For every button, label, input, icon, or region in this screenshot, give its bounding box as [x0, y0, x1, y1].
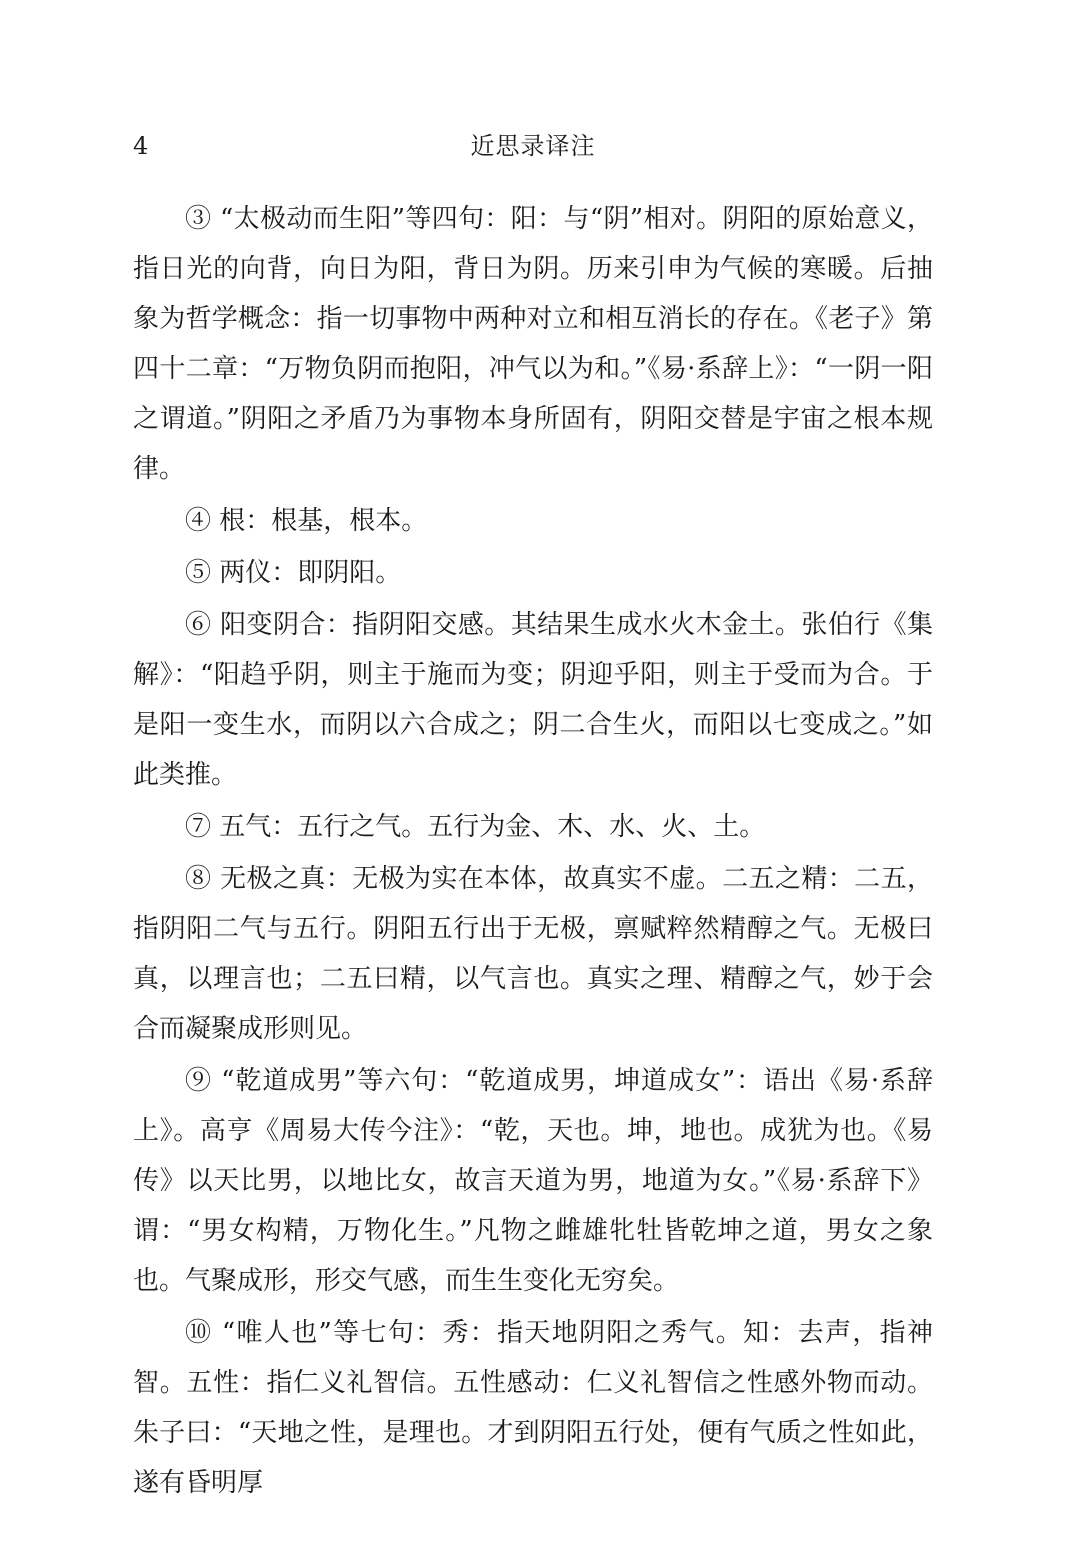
- page-number: 4: [133, 132, 149, 160]
- note-8: ⑧ 无极之真：无极为实在本体，故真实不虚。二五之精：二五，指阴阳二气与五行。阴阳五行出于无极，禀赋粹然精醇之气。无极曰真，以理言也；二五曰精，以气言也。真实之理、精醇之气，妙于会合而凝聚成形则见。: [133, 864, 933, 1044]
- note-6: ⑥ 阳变阴合：指阴阳交感。其结果生成水火木金土。张伯行《集解》：“阳趋乎阴，则主于施而为变；阴迎乎阳，则主于受而为合。于是阳一变生水，而阴以六合成之；阴二合生火，而阳以七变成之。”如此类推。: [133, 610, 933, 790]
- running-title: 近思录译注: [470, 132, 596, 160]
- note-9: ⑨ “乾道成男”等六句：“乾道成男，坤道成女”：语出《易·系辞上》。高亨《周易大传今注》：“乾，天也。坤，地也。成犹为也。《易传》以天比男，以地比女，故言天道为男，地道为女。”《易·系辞下》谓：“男女构精，万物化生。”凡物之雌雄牝牡皆乾坤之道，男女之象也。气聚成形，形交气感，而生生变化无穷矣。: [133, 1066, 933, 1296]
- note-5: ⑤ 两仪：即阴阳。: [185, 558, 402, 588]
- note-3: ③ “太极动而生阳”等四句：阳：与“阴”相对。阴阳的原始意义，指日光的向背，向日为阳，背日为阴。历来引申为气候的寒暖。后抽象为哲学概念：指一切事物中两种对立和相互消长的存在。《老子》第四十二章：“万物负阴而抱阳，冲气以为和。”《易·系辞上》：“一阴一阳之谓道。”阴阳之矛盾乃为事物本身所固有，阴阳交替是宇宙之根本规律。: [133, 204, 933, 484]
- note-4: ④ 根：根基，根本。: [185, 506, 428, 536]
- page-body: [133, 194, 933, 1510]
- note-7: ⑦ 五气：五行之气。五行为金、木、水、火、土。: [185, 812, 766, 842]
- note-10: ⑩ “唯人也”等七句：秀：指天地阴阳之秀气。知：去声，指神智。五性：指仁义礼智信。五性感动：仁义礼智信之性感外物而动。朱子曰：“天地之性，是理也。才到阴阳五行处，便有气质之性如此，遂有昏明厚: [133, 1318, 933, 1498]
- page-header: [133, 126, 933, 166]
